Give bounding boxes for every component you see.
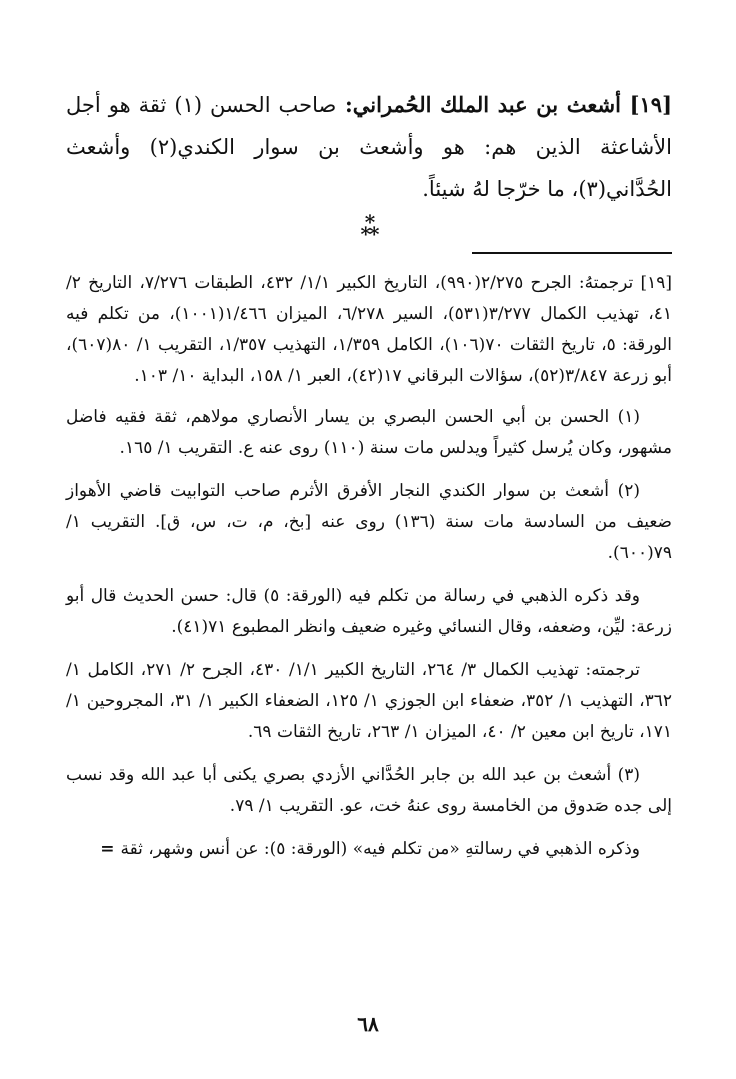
entry-name: أشعث بن عبد الملك الحُمراني: <box>345 92 621 117</box>
entry-number: [١٩] <box>629 92 673 117</box>
footnote-3-continued <box>66 834 672 865</box>
footnote-3: (٣) أشعث بن عبد الله بن جابر الحُدَّاني الأزدي بصري يكنى أبا عبد الله وقد نسب إلى جده صَدوق من الخامسة روى عنهُ خت، عو. التقريب ١/ ٧٩. <box>66 765 672 816</box>
page-number: ٦٨ <box>357 1012 379 1036</box>
entry-text: صاحب الحسن (١) ثقة هو أجل الأشاعثة الذين هم: هو وأشعث بن سوار الكندي(٢) وأشعث الحُدَّاني(٣)، ما خرّجا لهُ شيئاً. <box>66 93 672 201</box>
footnote-3-continued-text: وذكره الذهبي في رسالتهِ «من تكلم فيه» (الورقة: ٥): عن أنس وشهر، ثقة <box>120 839 640 859</box>
separator-stars: * ** <box>360 210 378 246</box>
footnote-translation: [١٩] ترجمتهُ: الجرح ٢/٢٧٥(٩٩٠)، التاريخ الكبير ١/١/ ٤٣٢، الطبقات ٧/٢٧٦، التاريخ ٢/ ٤١، تهذيب الكمال ٣/٢٧٧(٥٣١)، السير ٦/٢٧٨، الميزان ١/٤٦٦(١٠٠١)، من تكلم فيه الورقة: ٥، تاريخ الثقات ٧٠(١٠٦)، الكامل ١/٣٥٩، التهذيب ١/٣٥٧، التقريب ١/ ٨٠(٦٠٧)، أبو زرعة ٣/٨٤٧(٥٢)، سؤالات البرقاني ١٧(٤٢)، العبر ١/ ١٥٨، البداية ١٠/ ١٠٣. <box>66 273 673 386</box>
main-entry <box>66 84 672 210</box>
section-separator <box>66 210 672 246</box>
footnote-2: (٢) أشعث بن سوار الكندي النجار الأفرق الأثرم صاحب التوابيت قاضي الأهواز ضعيف من السادسة مات سنة (١٣٦) روى عنه [بخ، م، ت، س، ق]. التقريب ١/ ٧٩(٦٠٠). <box>66 481 672 563</box>
footnote-rule <box>472 252 672 254</box>
continuation-mark: = <box>100 839 115 859</box>
footnote-2-continued: وقد ذكره الذهبي في رسالة من تكلم فيه (الورقة: ٥) قال: حسن الحديث قال أبو زرعة: ليِّن، وضعفه، وقال النسائي وغيره ضعيف وانظر المطبوع ٧١(٤١). <box>66 586 672 637</box>
footnote-2-translation: ترجمته: تهذيب الكمال ٣/ ٢٦٤، التاريخ الكبير ١/١/ ٤٣٠، الجرح ٢/ ٢٧١، الكامل ١/ ٣٦٢، التهذيب ١/ ٣٥٢، ضعفاء ابن الجوزي ١/ ١٢٥، الضعفاء الكبير ١/ ٣١، المجروحين ١/ ١٧١، تاريخ ابن معين ٢/ ٤٠، الميزان ١/ ٢٦٣، تاريخ الثقات ٦٩. <box>66 660 672 742</box>
footnote-1: (١) الحسن بن أبي الحسن البصري بن يسار الأنصاري مولاهم، ثقة فقيه فاضل مشهور، وكان يُرسل كثيراً ويدلس مات سنة (١١٠) روى عنه ع. التقريب ١/ ١٦٥. <box>66 407 672 458</box>
